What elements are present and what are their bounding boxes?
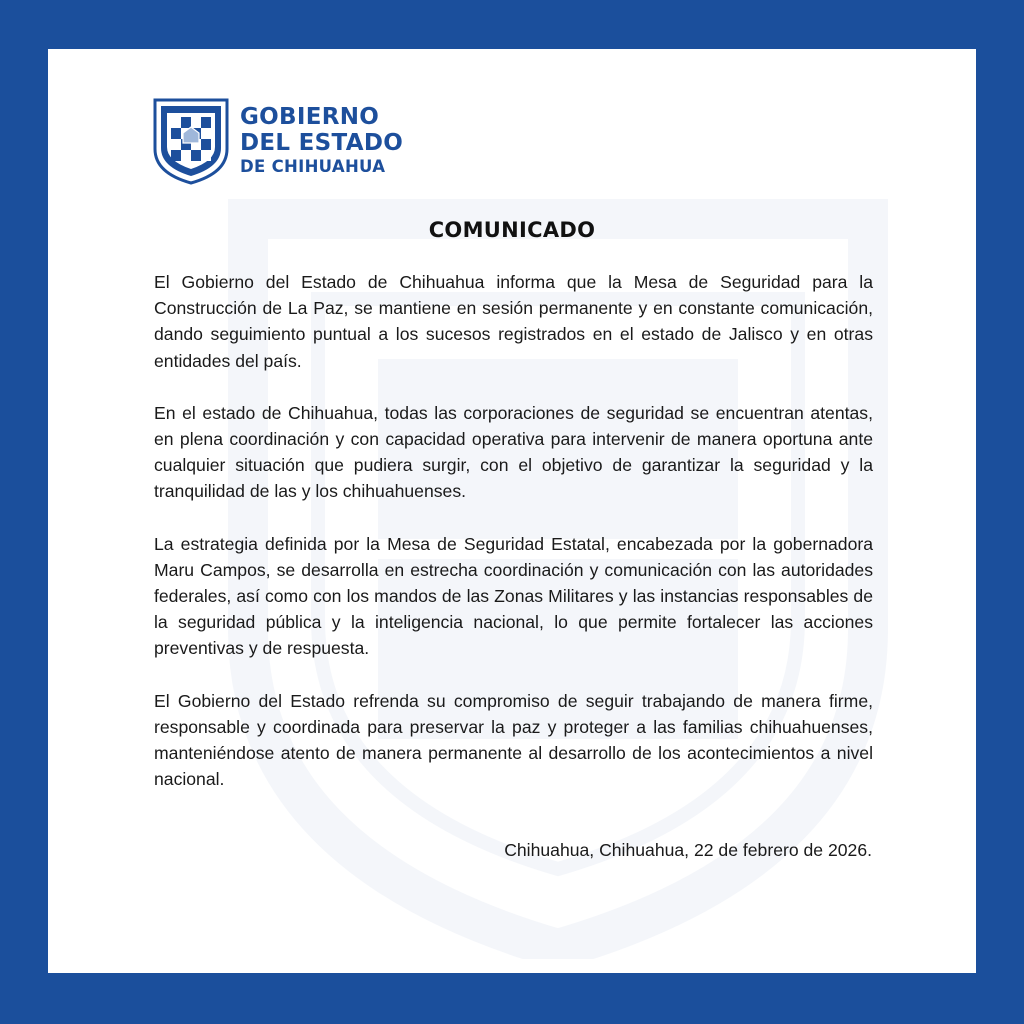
paragraph-4: El Gobierno del Estado refrenda su compromiso de seguir trabajando de manera firme, responsable y coordinada para preservar la paz y proteger a las familias chihuahuenses, manteniéndose atento de manera permanente al desarrollo de los acontecimientos a nivel nacional. <box>154 690 873 790</box>
document-body <box>154 269 873 818</box>
logo-line-2: DEL ESTADO <box>240 130 404 156</box>
document-title: COMUNICADO <box>428 218 596 242</box>
logo-line-3: DE CHIHUAHUA <box>240 157 386 176</box>
paragraph-1: El Gobierno del Estado de Chihuahua informa que la Mesa de Seguridad para la Construcción de La Paz, se mantiene en sesión permanente y en constante comunicación, dando seguimiento puntual a los sucesos registrados en el estado de Jalisco y en otras entidades del país. <box>154 272 873 371</box>
date-line: Chihuahua, Chihuahua, 22 de febrero de 2026. <box>504 840 872 860</box>
logo-line-1: GOBIERNO <box>240 104 380 130</box>
paragraph-2: En el estado de Chihuahua, todas las corporaciones de seguridad se encuentran atentas, en plena coordinación y con capacidad operativa para intervenir de manera oportuna ante cualquier situación que pudiera surgir, con el objetivo de garantizar la seguridad y la tranquilidad de las y los chihuahuenses. <box>154 402 873 502</box>
government-name <box>240 104 403 178</box>
chihuahua-seal-icon <box>152 97 230 185</box>
government-logo <box>152 97 403 185</box>
document-frame <box>48 49 976 973</box>
paragraph-3: La estrategia definida por la Mesa de Seguridad Estatal, encabezada por la gobernadora Maru Campos, se desarrolla en estrecha coordinación y comunicación con las autoridades federales, así como con los mandos de las Zonas Militares y las instancias responsables de la seguridad pública y la inteligencia nacional, lo que permite fortalecer las acciones preventivas y de respuesta. <box>154 533 873 659</box>
